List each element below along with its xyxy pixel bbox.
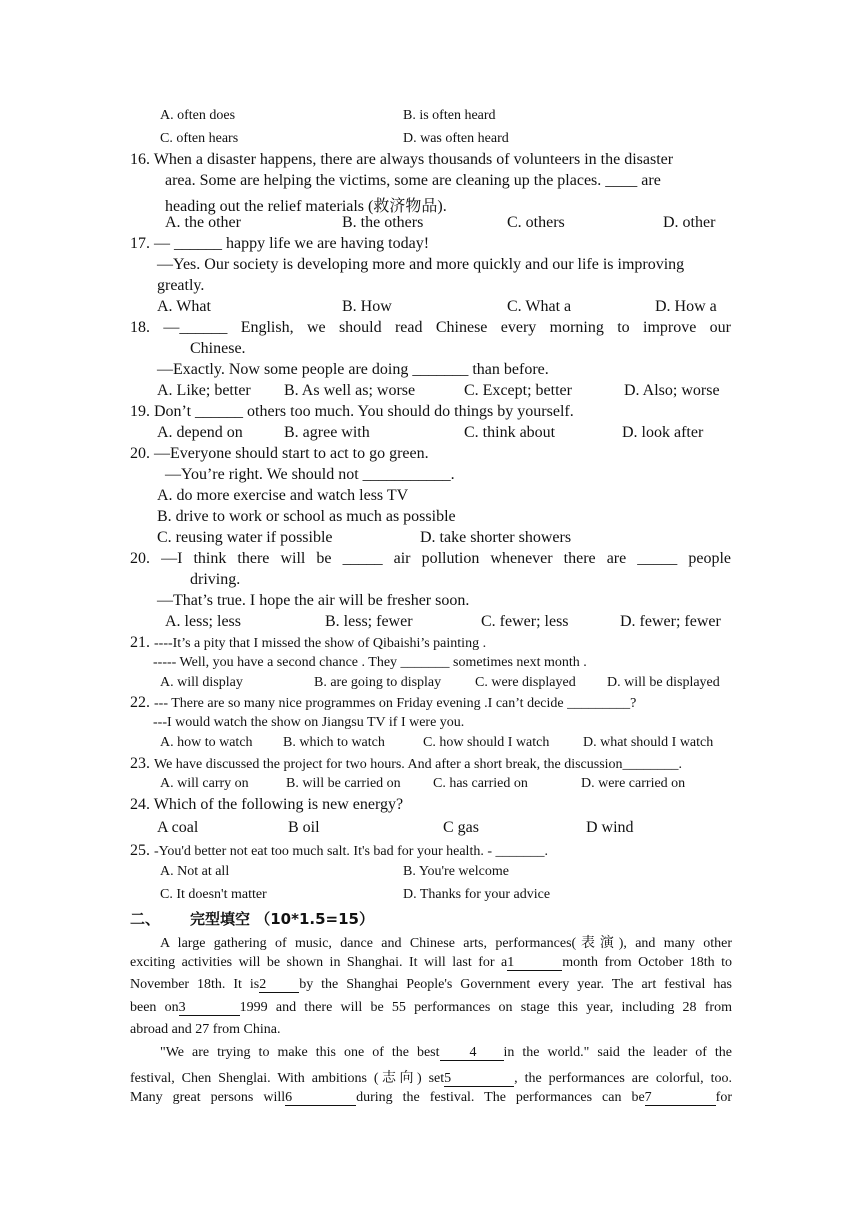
q23-stem-line1 xyxy=(130,755,682,773)
section2-title: 完型填空 （10*1.5=15） xyxy=(190,910,374,928)
cloze-text: November 18th. It is xyxy=(130,977,260,992)
q15-option-b: B. is often heard xyxy=(403,108,496,123)
cloze-p2-line1 xyxy=(130,1045,732,1061)
cloze-p1-line4 xyxy=(130,1000,732,1016)
cloze-p1-line5: abroad and 27 from China. xyxy=(130,1022,281,1037)
q23-option-d: D. were carried on xyxy=(581,776,686,791)
q17-stem-line1: 17. — ______ happy life we are having today! xyxy=(130,235,430,252)
q20b-option-b: B. less; fewer xyxy=(325,613,413,630)
q18-option-b: B. As well as; worse xyxy=(284,382,416,399)
q21-option-c: C. were displayed xyxy=(475,675,576,690)
q21-stem-text: ----It’s a pity that I missed the show of Qibaishi’s painting . xyxy=(154,636,487,651)
q20b-option-c: C. fewer; less xyxy=(481,613,569,630)
cloze-blank-5[interactable]: 5 xyxy=(444,1072,514,1087)
q21-option-d: D. will be displayed xyxy=(607,675,720,690)
cloze-text: in the world." said the leader of the xyxy=(503,1045,732,1060)
q18-stem-line1: 18. —______ English, we should read Chinese every morning to improve our xyxy=(130,319,731,336)
q25-number: 25. xyxy=(130,842,150,859)
q21-option-a: A. will display xyxy=(160,675,243,690)
q24-option-a: A coal xyxy=(157,819,199,836)
cloze-p2-line2 xyxy=(130,1067,732,1087)
q19-stem-line1: 19. Don’t ______ others too much. You should do things by yourself. xyxy=(130,403,574,420)
cloze-blank-3[interactable]: 3 xyxy=(179,1001,240,1016)
q21-stem-line1 xyxy=(130,634,486,652)
q22-option-a: A. how to watch xyxy=(160,735,253,750)
cloze-blank-2[interactable]: 2 xyxy=(259,978,299,993)
cloze-p1-line3 xyxy=(130,977,732,993)
cloze-blank-4[interactable]: 4 xyxy=(440,1046,504,1061)
cloze-text: by the Shanghai People's Government every year. The art festival has xyxy=(299,977,732,992)
q19-option-b: B. agree with xyxy=(284,424,370,441)
q25-option-b: B. You're welcome xyxy=(403,864,509,879)
cloze-p1-line1: A large gathering of music, dance and Chinese arts, performances(表演), and many other xyxy=(160,936,732,951)
q22-option-b: B. which to watch xyxy=(283,735,385,750)
cloze-text: 1999 and there will be 55 performances on stage this year, including 28 from xyxy=(239,1000,732,1015)
q20b-stem-line1: 20. —I think there will be _____ air pollution whenever there are _____ people xyxy=(130,550,731,567)
q22-stem-line1 xyxy=(130,694,636,712)
q22-number: 22. xyxy=(130,694,150,711)
q21-option-b: B. are going to display xyxy=(314,675,442,690)
q20a-option-a: A. do more exercise and watch less TV xyxy=(157,487,409,504)
q20a-stem-line1: 20. —Everyone should start to act to go green. xyxy=(130,445,429,462)
q25-stem-text: -You'd better not eat too much salt. It's bad for your health. - _______. xyxy=(154,844,548,859)
q20b-stem-line2: driving. xyxy=(190,571,241,588)
q24-option-b: B oil xyxy=(288,819,320,836)
cloze-text: festival, Chen Shenglai. With ambitions (志向) set xyxy=(130,1071,445,1086)
q23-number: 23. xyxy=(130,755,150,772)
q15-option-a: A. often does xyxy=(160,108,236,123)
q20a-option-c: C. reusing water if possible xyxy=(157,529,333,546)
cloze-p1-line2 xyxy=(130,955,732,971)
q25-option-d: D. Thanks for your advice xyxy=(403,887,551,902)
q17-stem-line3: greatly. xyxy=(157,277,205,294)
q17-option-c: C. What a xyxy=(507,298,572,315)
q16-option-a: A. the other xyxy=(165,214,241,231)
cloze-text: "We are trying to make this one of the best xyxy=(160,1045,440,1060)
q20a-option-b: B. drive to work or school as much as possible xyxy=(157,508,456,525)
q16-option-b: B. the others xyxy=(342,214,424,231)
cloze-p2-line3 xyxy=(130,1090,732,1106)
q24-stem-line1: 24. Which of the following is new energy? xyxy=(130,796,404,813)
q19-option-d: D. look after xyxy=(622,424,704,441)
q16-stem-line3: heading out the relief materials (救济物品). xyxy=(165,198,447,215)
q20a-option-d: D. take shorter showers xyxy=(420,529,572,546)
q18-option-a: A. Like; better xyxy=(157,382,251,399)
q15-option-c: C. often hears xyxy=(160,131,239,146)
q17-option-b: B. How xyxy=(342,298,392,315)
q24-option-c: C gas xyxy=(443,819,479,836)
q15-option-d: D. was often heard xyxy=(403,131,509,146)
q20a-stem-line2: —You’re right. We should not ___________. xyxy=(165,466,455,483)
q24-option-d: D wind xyxy=(586,819,634,836)
cloze-blank-6[interactable]: 6 xyxy=(285,1091,356,1106)
cloze-blank-1[interactable]: 1 xyxy=(507,956,562,971)
q21-number: 21. xyxy=(130,634,150,651)
q22-stem-line2: ---I would watch the show on Jiangsu TV if I were you. xyxy=(153,715,465,730)
q16-option-d: D. other xyxy=(663,214,716,231)
section2-number: 二、 xyxy=(130,910,161,928)
q22-option-d: D. what should I watch xyxy=(583,735,714,750)
q25-option-c: C. It doesn't matter xyxy=(160,887,267,902)
cloze-text: exciting activities will be shown in Shanghai. It will last for a xyxy=(130,955,508,970)
q20b-option-a: A. less; less xyxy=(165,613,241,630)
q16-stem-line1: 16. When a disaster happens, there are always thousands of volunteers in the disaster xyxy=(130,151,674,168)
cloze-text: for xyxy=(715,1090,732,1105)
q25-option-a: A. Not at all xyxy=(160,864,230,879)
cloze-text: , the performances are colorful, too. xyxy=(514,1071,732,1086)
q25-stem-line1 xyxy=(130,842,548,860)
q17-option-d: D. How a xyxy=(655,298,717,315)
q20b-stem-line3: —That’s true. I hope the air will be fresher soon. xyxy=(157,592,470,609)
q18-stem-line2: Chinese. xyxy=(190,340,246,357)
q17-option-a: A. What xyxy=(157,298,211,315)
q18-option-c: C. Except; better xyxy=(464,382,572,399)
cloze-text: month from October 18th to xyxy=(562,955,732,970)
cloze-blank-7[interactable]: 7 xyxy=(645,1091,716,1106)
q17-stem-line2: —Yes. Our society is developing more and more quickly and our life is improving xyxy=(157,256,685,273)
q22-stem-text: --- There are so many nice programmes on Friday evening .I can’t decide _________? xyxy=(154,696,637,711)
q20b-option-d: D. fewer; fewer xyxy=(620,613,721,630)
q19-option-c: C. think about xyxy=(464,424,556,441)
q16-stem-line2: area. Some are helping the victims, some are cleaning up the places. ____ are xyxy=(165,172,661,189)
cloze-text: during the festival. The performances can be xyxy=(356,1090,645,1105)
q16-option-c: C. others xyxy=(507,214,565,231)
q23-stem-text: We have discussed the project for two hours. And after a short break, the discussion________. xyxy=(154,757,683,772)
q23-option-c: C. has carried on xyxy=(433,776,528,791)
q21-stem-line2: ----- Well, you have a second chance . They _______ sometimes next month . xyxy=(153,655,587,670)
q22-option-c: C. how should I watch xyxy=(423,735,550,750)
q18-stem-line3: —Exactly. Now some people are doing _______ than before. xyxy=(157,361,549,378)
q18-option-d: D. Also; worse xyxy=(624,382,720,399)
cloze-text: been on xyxy=(130,1000,179,1015)
q23-option-b: B. will be carried on xyxy=(286,776,401,791)
q19-option-a: A. depend on xyxy=(157,424,243,441)
q23-option-a: A. will carry on xyxy=(160,776,249,791)
cloze-text: Many great persons will xyxy=(130,1090,286,1105)
